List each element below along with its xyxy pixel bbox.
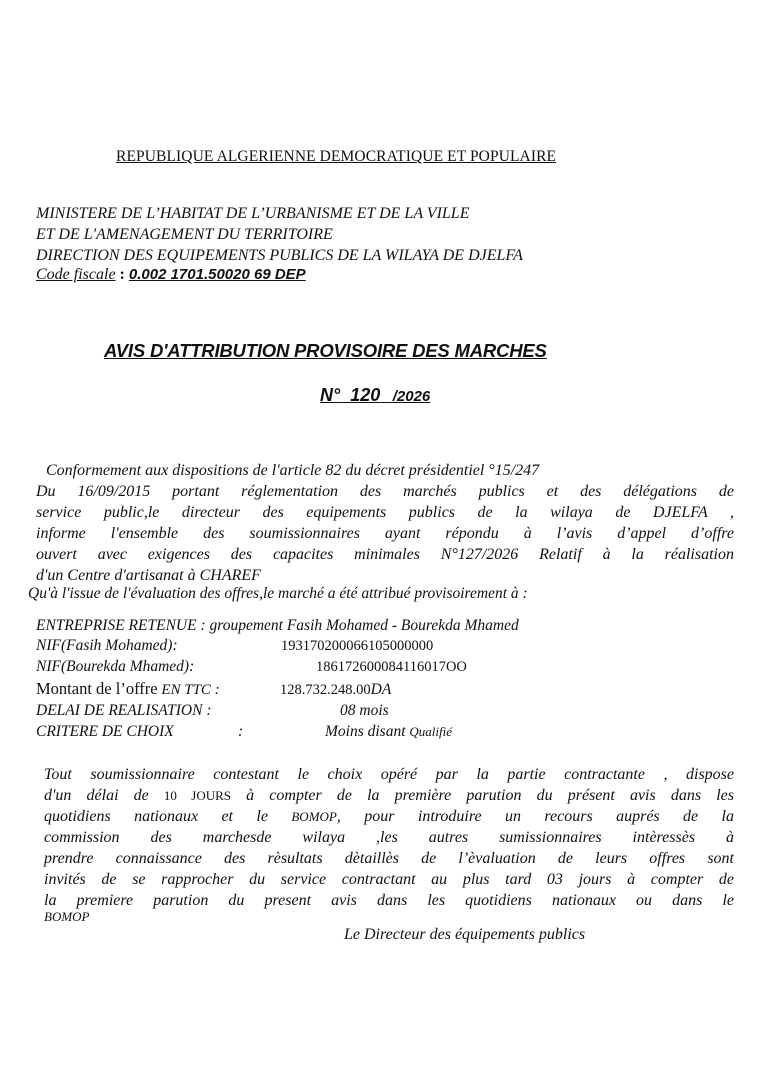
intro-line-1: Conformement aux dispositions de l'article 82 du décret présidentiel °15/247 <box>46 462 540 479</box>
nif-fasih-label: NIF(Fasih Mohamed): <box>36 637 178 654</box>
recours-line-3a: quotidiens nationaux et le <box>44 808 292 825</box>
delai-label: DELAI DE REALISATION : <box>36 702 212 719</box>
recours-bomop: BOMOP <box>291 809 337 824</box>
recours-line-8: BOMOP <box>44 909 90 924</box>
notice-number <box>320 385 430 406</box>
direction-line: DIRECTION DES EQUIPEMENTS PUBLICS DE LA WILAYA DE DJELFA <box>36 247 523 264</box>
recours-line-1: Tout soumissionnaire contestant le choix opéré par la partie contractante , dispose <box>44 766 734 783</box>
critere-value-line <box>325 723 452 741</box>
recours-line-3c: , pour introduire un recours auprés de la <box>336 808 734 825</box>
critere-value: Moins disant <box>325 723 406 740</box>
tax-code-separator: : <box>115 266 129 283</box>
ministry-line-1: MINISTERE DE L’HABITAT DE L’URBANISME ET DE LA VILLE <box>36 205 470 222</box>
ministry-line-2: ET DE L'AMENAGEMENT DU TERRITOIRE <box>36 226 333 243</box>
intro-line-2: Du 16/09/2015 portant réglementation des marchés publics et des délégations de <box>36 483 734 500</box>
recours-line-2a: d'un délai de <box>44 787 164 804</box>
montant-value-line <box>280 681 391 699</box>
award-statement: Qu'à l'issue de l'évaluation des offres,le marché a été attribué provisoirement à : <box>28 585 528 602</box>
critere-extra: Qualifié <box>409 724 453 739</box>
nif-bourekda-value: 186172600084116017OO <box>316 659 467 675</box>
tax-code-line <box>36 266 306 284</box>
recours-line-4: commission des marchesde wilaya ,les autres sumissionnaires intèressès à <box>44 829 734 846</box>
nif-bourekda-label: NIF(Bourekda Mhamed): <box>36 658 195 675</box>
notice-number-main: N° 120 <box>320 385 381 405</box>
nif-fasih-value: 193170200066105000000 <box>281 638 434 654</box>
montant-label: Montant de l’offre <box>36 679 158 698</box>
montant-unit: DA <box>370 681 392 698</box>
intro-line-5: ouvert avec exigences des capacites minimales N°127/2026 Relatif à la réalisation <box>36 546 734 563</box>
intro-line-3: service public,le directeur des equipements publics de la wilaya de DJELFA , <box>36 504 734 521</box>
intro-line-6: d'un Centre d'artisanat à CHAREF <box>36 567 261 584</box>
notice-title: AVIS D'ATTRIBUTION PROVISOIRE DES MARCHES <box>104 340 547 361</box>
signature: Le Directeur des équipements publics <box>344 926 586 943</box>
recours-line-2 <box>44 785 734 806</box>
montant-ttc: EN TTC : <box>157 682 220 698</box>
intro-line-4: informe l'ensemble des soumissionnaires ayant répondu à l’avis d’appel d’offre <box>36 525 734 542</box>
recours-line-3 <box>44 806 734 827</box>
entreprise-retenue: ENTREPRISE RETENUE : groupement Fasih Mohamed - Bourekda Mhamed <box>36 617 519 634</box>
recours-line-2c: à compter de la première parution du présent avis dans les <box>231 787 734 804</box>
recours-delay: 10 JOURS <box>163 788 232 803</box>
critere-label: CRITERE DE CHOIX <box>36 723 174 740</box>
delai-value: 08 mois <box>340 702 389 719</box>
tax-code-label: Code fiscale <box>36 266 116 283</box>
montant-line <box>36 679 220 699</box>
republic-header: REPUBLIQUE ALGERIENNE DEMOCRATIQUE ET POPULAIRE <box>116 148 557 165</box>
montant-value: 128.732.248.00 <box>280 682 371 698</box>
notice-number-year: /2026 <box>380 388 431 405</box>
recours-line-6: invités de se rapprocher du service contractant au plus tard 03 jours à compter de <box>44 871 734 888</box>
recours-line-5: prendre connaissance des rèsultats dètaillès de l’èvaluation de leurs offres sont <box>44 850 734 867</box>
tax-code-value: 0.002 1701.50020 69 DEP <box>128 266 306 283</box>
critere-separator: : <box>238 723 244 740</box>
recours-line-7: la premiere parution du present avis dans les quotidiens nationaux ou dans le <box>44 892 734 909</box>
